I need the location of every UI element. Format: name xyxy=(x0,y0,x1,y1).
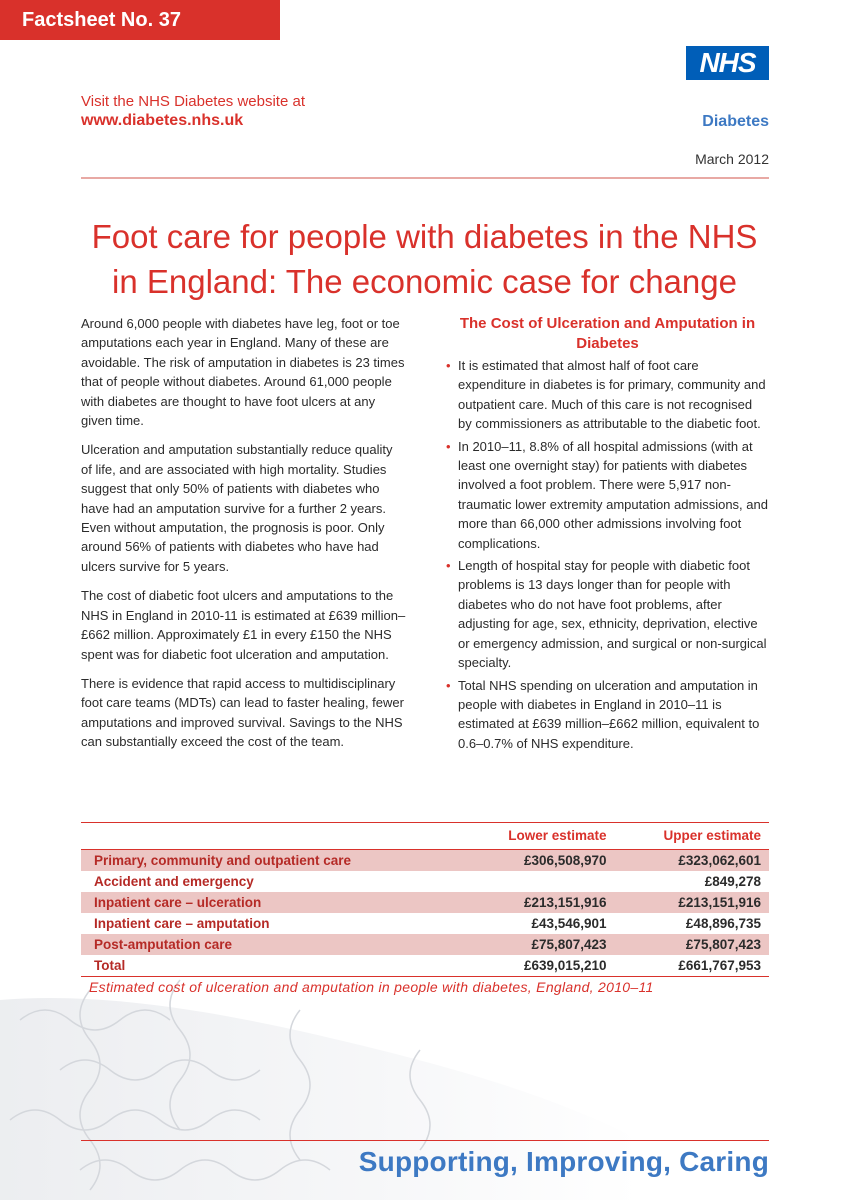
row-label: Post-amputation care xyxy=(81,934,459,955)
cost-section-title: The Cost of Ulceration and Amputation in Diabetes xyxy=(459,315,756,352)
bullet-icon: • xyxy=(446,677,451,693)
nhs-logo: NHS xyxy=(686,46,769,80)
page-title-line-2: in England: The economic case for change xyxy=(112,263,737,301)
upper-estimate-cell: £323,062,601 xyxy=(615,850,769,872)
lower-estimate-cell: £213,151,916 xyxy=(459,892,614,913)
bullet-icon: • xyxy=(446,558,451,574)
lower-estimate-cell xyxy=(459,871,614,892)
publication-date: March 2012 xyxy=(695,151,769,167)
footer-divider xyxy=(81,1140,769,1141)
table-caption: Estimated cost of ulceration and amputation in people with diabetes, England, 2010–11 xyxy=(89,979,654,995)
lower-estimate-cell: £75,807,423 xyxy=(459,934,614,955)
intro-paragraph: There is evidence that rapid access to multidisciplinary foot care teams (MDTs) can lead to faster healing, fewer amputations and improved survival. Savings to the NHS can substantially exceed the cost of the team. xyxy=(81,675,404,750)
cost-section xyxy=(446,314,769,756)
lower-estimate-cell: £43,546,901 xyxy=(531,916,607,931)
bullet-text: It is estimated that almost half of foot care expenditure in diabetes is for primary, community and outpatient care. Much of this care is not recognised by commissioners as attributable to the diabetic foot. xyxy=(458,358,766,432)
intro-paragraph: Around 6,000 people with diabetes have leg, foot or toe amputations each year in England. Many of these are avoidable. The risk of amputation in diabetes is 23 times that of people without diabetes. Around 61,000 people with diabetes are thought to have foot ulcers at any given time. xyxy=(81,316,405,429)
table-row xyxy=(81,934,769,955)
page-title xyxy=(60,214,789,304)
intro-paragraph: The cost of diabetic foot ulcers and amputations to the NHS in England in 2010-11 is estimated at £639 million–£662 million. Approximately £1 in every £150 the NHS spent was for diabetic foot ulceration and amputation. xyxy=(81,588,406,662)
table-header-label xyxy=(81,823,459,850)
lower-estimate-cell: £306,508,970 xyxy=(459,850,614,872)
header-divider xyxy=(81,177,769,179)
bullet-text: Total NHS spending on ulceration and amputation in people with diabetes in England in 2010–11 is estimated at £639 million–£662 million, equivalent to 0.6–0.7% of NHS expenditure. xyxy=(458,677,760,751)
upper-estimate-cell: £849,278 xyxy=(704,874,761,889)
table-header-lower: Lower estimate xyxy=(508,827,607,843)
bullet-icon: • xyxy=(446,358,451,373)
website-prompt: Visit the NHS Diabetes website at xyxy=(81,93,305,110)
row-label: Accident and emergency xyxy=(94,874,254,889)
bullet-icon: • xyxy=(446,438,451,454)
website-link[interactable]: www.diabetes.nhs.uk xyxy=(81,112,244,129)
bullet-text: Length of hospital stay for people with diabetic foot problems is 13 days longer than for people with diabetes who do not have foot problems, after adjusting for age, sex, ethnicity, deprivation, elective or emergency admission, and surgical or non-surgical specialty. xyxy=(458,558,767,671)
cost-table-container xyxy=(81,822,769,977)
lower-estimate-cell: £639,015,210 xyxy=(459,955,614,977)
list-item xyxy=(446,556,769,672)
row-label: Inpatient care – amputation xyxy=(94,916,270,931)
cost-bullet-list xyxy=(446,356,769,753)
upper-estimate-cell: £75,807,423 xyxy=(615,934,769,955)
upper-estimate-cell: £213,151,916 xyxy=(615,892,769,913)
intro-column xyxy=(81,314,406,762)
upper-estimate-cell: £661,767,953 xyxy=(615,955,769,977)
row-label: Inpatient care – ulceration xyxy=(81,892,459,913)
cost-table xyxy=(81,823,769,977)
topic-label: Diabetes xyxy=(702,113,769,130)
table-row xyxy=(81,871,769,892)
table-row xyxy=(81,850,769,872)
list-item xyxy=(446,437,769,553)
table-row xyxy=(81,913,769,934)
list-item xyxy=(446,676,769,754)
row-label: Total xyxy=(81,955,459,977)
factsheet-number-tab: Factsheet No. 37 xyxy=(0,0,280,40)
intro-paragraph: Ulceration and amputation substantially reduce quality of life, and are associated with high mortality. Studies suggest that only 50% of patients with diabetes who have had an amputation survive for a further 2 years. Even without amputation, the prognosis is poor. Only around 56% of patients with diabetes who have had ulcers survive for 5 years. xyxy=(81,442,393,574)
table-header-upper: Upper estimate xyxy=(663,827,761,843)
row-label: Primary, community and outpatient care xyxy=(81,850,459,872)
list-item xyxy=(446,356,769,434)
page-title-line-1: Foot care for people with diabetes in the NHS xyxy=(91,218,758,256)
upper-estimate-cell: £48,896,735 xyxy=(685,916,761,931)
bullet-text: In 2010–11, 8.8% of all hospital admissions (with at least one overnight stay) for patients with diabetes involved a foot problem. There were 5,917 non-traumatic lower extremity amputation admissions, and more than 66,000 other admissions involving foot complications. xyxy=(458,438,768,551)
table-header-row xyxy=(81,823,769,850)
footer-slogan: Supporting, Improving, Caring xyxy=(358,1146,769,1177)
table-row xyxy=(81,892,769,913)
